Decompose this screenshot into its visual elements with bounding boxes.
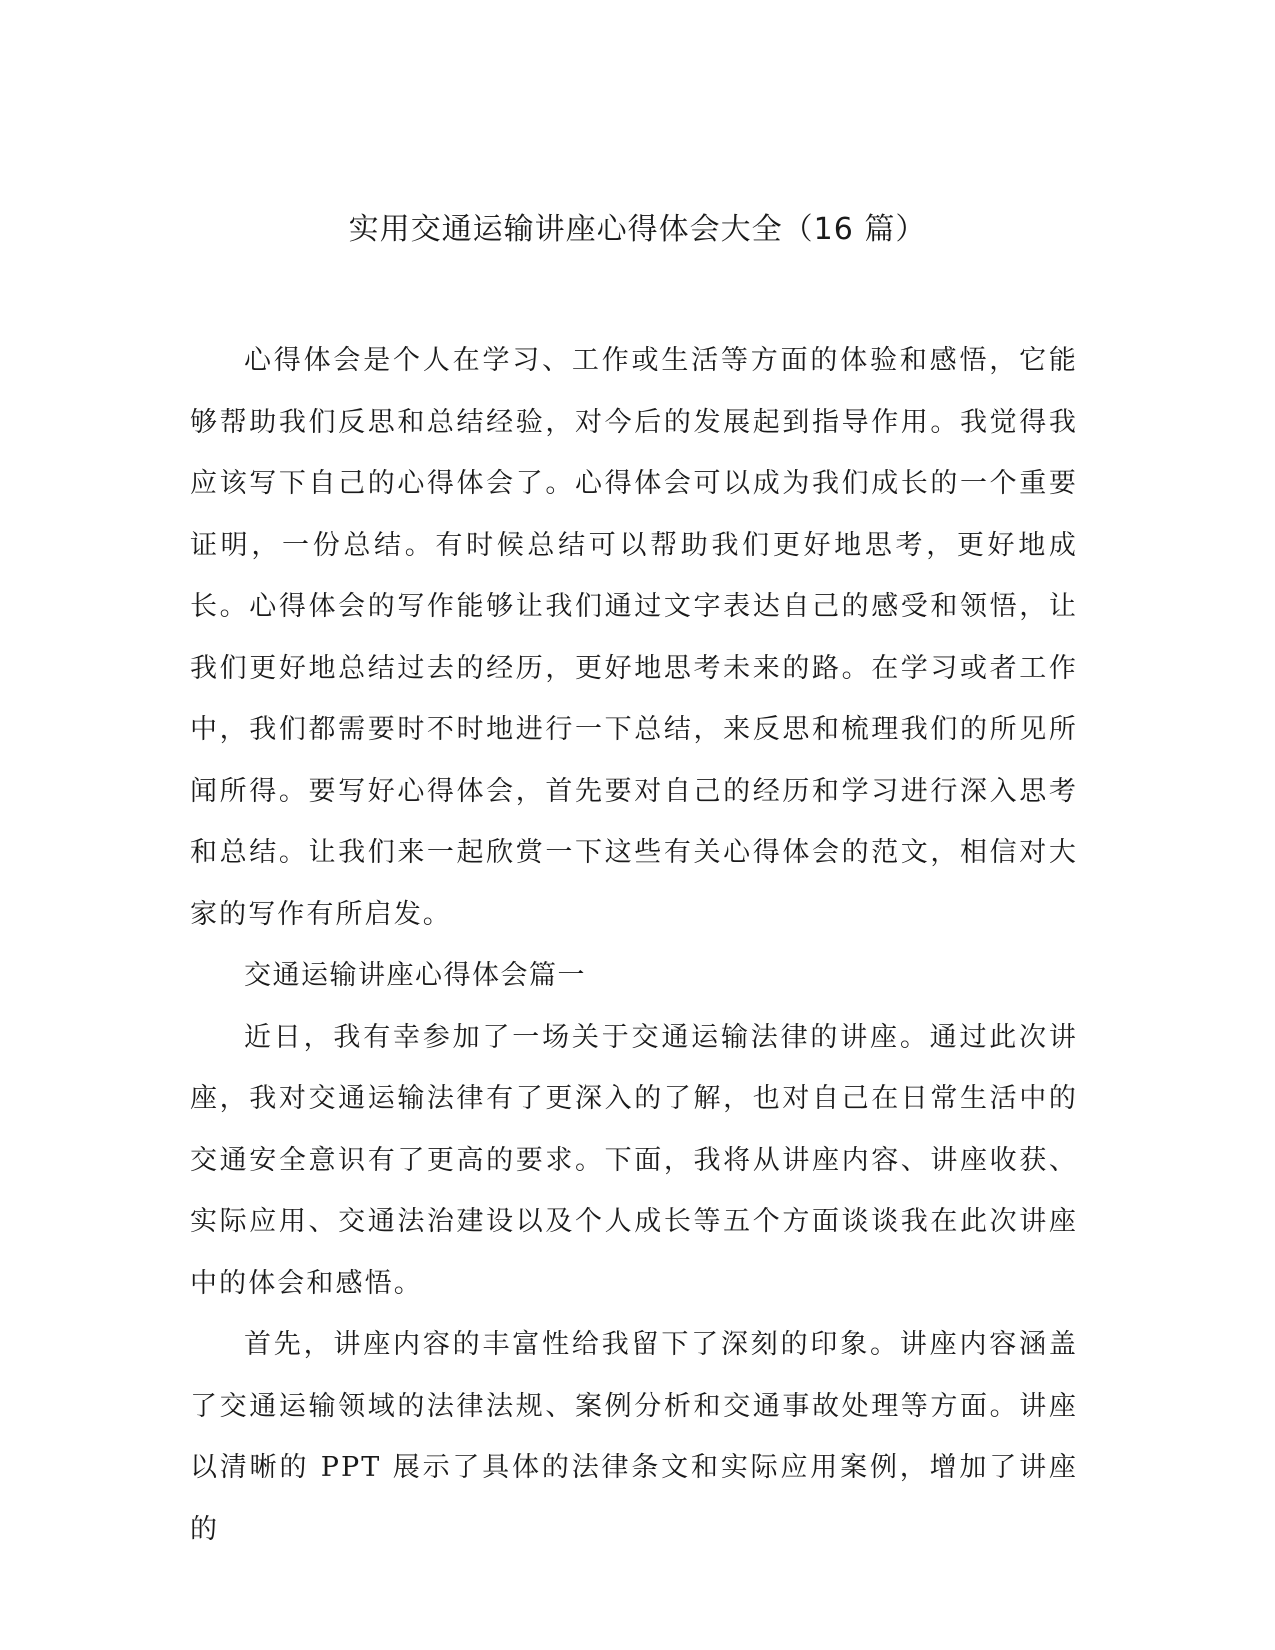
body-paragraph: 近日，我有幸参加了一场关于交通运输法律的讲座。通过此次讲座，我对交通运输法律有了更深入的了解，也对自己在日常生活中的交通安全意识有了更高的要求。下面，我将从讲座内容、讲座收获、实际应用、交通法治建设以及个人成长等五个方面谈谈我在此次讲座中的体会和感悟。 [190,1021,1078,1299]
document-body [190,330,1078,1560]
section-heading: 交通运输讲座心得体会篇一 [244,960,586,991]
intro-paragraph: 心得体会是个人在学习、工作或生活等方面的体验和感悟，它能够帮助我们反思和总结经验，对今后的发展起到指导作用。我觉得我应该写下自己的心得体会了。心得体会可以成为我们成长的一个重要证明，一份总结。有时候总结可以帮助我们更好地思考，更好地成长。心得体会的写作能够让我们通过文字表达自己的感受和领悟，让我们更好地总结过去的经历，更好地思考未来的路。在学习或者工作中，我们都需要时不时地进行一下总结，来反思和梳理我们的所见所闻所得。要写好心得体会，首先要对自己的经历和学习进行深入思考和总结。让我们来一起欣赏一下这些有关心得体会的范文，相信对大家的写作有所启发。 [190,345,1078,930]
document-title: 实用交通运输讲座心得体会大全（16 篇） [348,212,927,247]
body-paragraph: 首先，讲座内容的丰富性给我留下了深刻的印象。讲座内容涵盖了交通运输领域的法律法规、案例分析和交通事故处理等方面。讲座以清晰的 PPT 展示了具体的法律条文和实际应用案例，增加了讲座的 [190,1329,1078,1545]
